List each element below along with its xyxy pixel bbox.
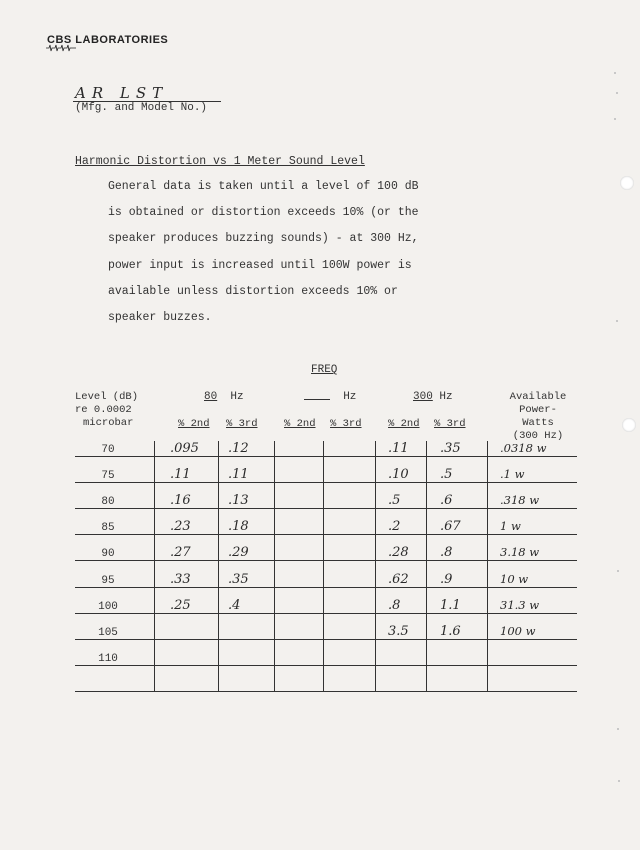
distortion-cell: .5 <box>388 493 401 508</box>
table-rule <box>75 534 577 535</box>
power-cell: .318 w <box>500 493 540 507</box>
paragraph-line: is obtained or distortion exceeds 10% (or the <box>108 206 419 220</box>
distortion-cell: .28 <box>388 545 409 560</box>
distortion-cell: .18 <box>228 519 249 534</box>
punch-hole <box>620 176 634 190</box>
distortion-cell: .11 <box>170 467 191 482</box>
distortion-cell: .27 <box>170 545 191 560</box>
table-divider <box>487 441 488 692</box>
table-rule <box>75 456 577 457</box>
distortion-cell: .25 <box>170 598 191 613</box>
freq-header: FREQ <box>311 364 338 376</box>
distortion-cell: .8 <box>440 545 453 560</box>
table-rule <box>75 508 577 509</box>
group-300hz-header: 300 Hz <box>413 391 453 403</box>
level-cell: 85 <box>101 522 115 534</box>
distortion-cell: .11 <box>228 467 249 482</box>
power-cell: .0318 w <box>500 441 547 455</box>
sub-header-2nd: % 2nd <box>284 418 316 430</box>
distortion-cell: .13 <box>228 493 249 508</box>
model-number: AR LST <box>75 84 169 102</box>
distortion-cell: 3.5 <box>388 624 409 639</box>
paper-speck <box>617 570 619 572</box>
power-cell: 100 w <box>500 624 536 638</box>
table-rule <box>75 587 577 588</box>
table-divider <box>323 441 324 692</box>
paper-speck <box>614 118 616 120</box>
table-rule <box>75 560 577 561</box>
distortion-cell: .62 <box>388 572 409 587</box>
distortion-cell: .23 <box>170 519 191 534</box>
group-80hz-header: 80 Hz <box>204 391 244 403</box>
table-rule <box>75 665 577 666</box>
level-cell: 100 <box>98 601 118 613</box>
distortion-cell: .9 <box>440 572 453 587</box>
level-cell: 75 <box>101 470 115 482</box>
distortion-cell: 1.1 <box>440 598 461 613</box>
paper-speck <box>616 320 618 322</box>
power-cell: 1 w <box>500 519 521 533</box>
distortion-cell: .12 <box>228 441 249 456</box>
level-cell: 90 <box>101 548 115 560</box>
paper-speck <box>614 72 616 74</box>
paper-speck <box>616 92 618 94</box>
table-rule <box>75 613 577 614</box>
distortion-cell: .8 <box>388 598 401 613</box>
group-blank-header: Hz <box>304 391 356 403</box>
level-header: Level (dB) re 0.0002 microbar <box>75 391 139 429</box>
paragraph-line: General data is taken until a level of 100 dB <box>108 180 419 193</box>
distortion-cell: 1.6 <box>440 624 461 639</box>
table-rule <box>75 482 577 483</box>
level-cell: 80 <box>101 496 115 508</box>
table-divider <box>426 441 427 692</box>
sub-header-3rd: % 3rd <box>434 418 466 430</box>
sub-header-2nd: % 2nd <box>388 418 420 430</box>
table-divider <box>375 441 376 692</box>
power-cell: 3.18 w <box>500 545 540 559</box>
distortion-cell: .095 <box>170 441 199 456</box>
level-cell: 105 <box>98 627 118 639</box>
sub-header-3rd: % 3rd <box>226 418 258 430</box>
power-cell: .1 w <box>500 467 525 481</box>
paragraph-line: speaker buzzes. <box>108 310 212 324</box>
distortion-cell: .6 <box>440 493 453 508</box>
description-paragraph <box>108 180 428 337</box>
distortion-cell: .10 <box>388 467 409 482</box>
punch-hole <box>622 418 636 432</box>
company-logo: CBS LABORATORIES <box>47 34 169 46</box>
paper-speck <box>618 780 620 782</box>
level-cell: 110 <box>98 653 118 665</box>
sub-header-2nd: % 2nd <box>178 418 210 430</box>
distortion-cell: .35 <box>440 441 461 456</box>
distortion-cell: .11 <box>388 441 409 456</box>
distortion-cell: .4 <box>228 598 241 613</box>
distortion-cell: .5 <box>440 467 453 482</box>
power-cell: 10 w <box>500 572 529 586</box>
paragraph-line: available unless distortion exceeds 10% or <box>108 284 398 298</box>
distortion-cell: .33 <box>170 572 191 587</box>
distortion-cell: .35 <box>228 572 249 587</box>
table-rule <box>75 691 577 692</box>
distortion-cell: .67 <box>440 519 461 534</box>
section-title: Harmonic Distortion vs 1 Meter Sound Level <box>75 155 365 168</box>
table-rule <box>75 639 577 640</box>
table-divider <box>154 441 155 692</box>
logo-wave-icon <box>46 44 76 52</box>
distortion-cell: .29 <box>228 545 249 560</box>
paragraph-line: speaker produces buzzing sounds) - at 300 Hz, <box>108 232 419 246</box>
level-cell: 95 <box>101 575 115 587</box>
paper-speck <box>617 728 619 730</box>
power-cell: 31.3 w <box>500 598 540 612</box>
model-label: (Mfg. and Model No.) <box>75 102 208 114</box>
level-cell: 70 <box>101 444 115 456</box>
sub-header-3rd: % 3rd <box>330 418 362 430</box>
paragraph-line: power input is increased until 100W power is <box>108 258 412 272</box>
distortion-cell: .16 <box>170 493 191 508</box>
table-divider <box>274 441 275 692</box>
table-divider <box>218 441 219 692</box>
available-power-header: Available Power- Watts (300 Hz) <box>509 391 567 442</box>
distortion-cell: .2 <box>388 519 401 534</box>
